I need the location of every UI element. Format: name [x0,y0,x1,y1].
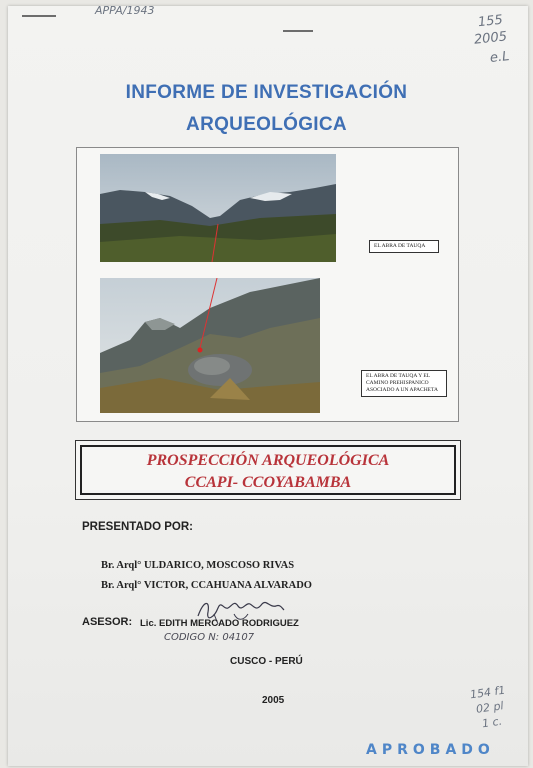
photo-panel [76,147,459,422]
path-and-apacheta-image [100,278,320,413]
author-name: Br. Arql° VICTOR, CCAHUANA ALVARADO [101,580,312,591]
handwritten-note-line: 155 [477,12,504,31]
project-title-frame [80,445,456,495]
handwritten-note-line: 1 c. [481,714,503,731]
author-name: Br. Arql° ULDARICO, MOSCOSO RIVAS [101,560,295,571]
report-title-line1: INFORME DE INVESTIGACIÓN [125,82,408,103]
year-text: 2005 [262,695,285,706]
place-text: CUSCO - PERÚ [230,656,303,667]
caption-bottom-photo: EL ABRA DE TAUQA Y EL CAMINO PREHISPANICO ASOCIADO A UN APACHETA [361,370,447,397]
presented-by-label: PRESENTADO POR: [82,521,193,533]
caption-top-photo: EL ABRA DE TAUQA [369,240,439,253]
report-title-line2: ARQUEOLÓGICA [186,114,347,135]
handwritten-note-line: 2005 [473,29,508,48]
photo-camino-apacheta [100,278,320,413]
project-title-box [75,440,461,500]
approved-stamp: APROBADO [366,742,495,758]
handwritten-note-line: e.L [489,49,511,66]
project-title-line1: PROSPECCIÓN ARQUEOLÓGICA [146,452,390,469]
staple-mark [283,30,313,32]
handwritten-note-line: 154 f1 [469,683,507,702]
advisor-label: ASESOR: [82,616,133,628]
photo-abra-de-tauqa [100,154,336,262]
handwritten-code-number: CODIGO N: 04107 [164,632,255,643]
handwritten-catalog-number: APPA/1943 [95,4,155,17]
mountain-pass-image [100,154,336,262]
advisor-name: Lic. EDITH MERCADO RODRIGUEZ [140,618,299,629]
handwritten-note-line: 02 pl [475,699,505,716]
project-title-line2: CCAPI- CCOYABAMBA [184,474,352,491]
staple-mark [22,15,56,17]
